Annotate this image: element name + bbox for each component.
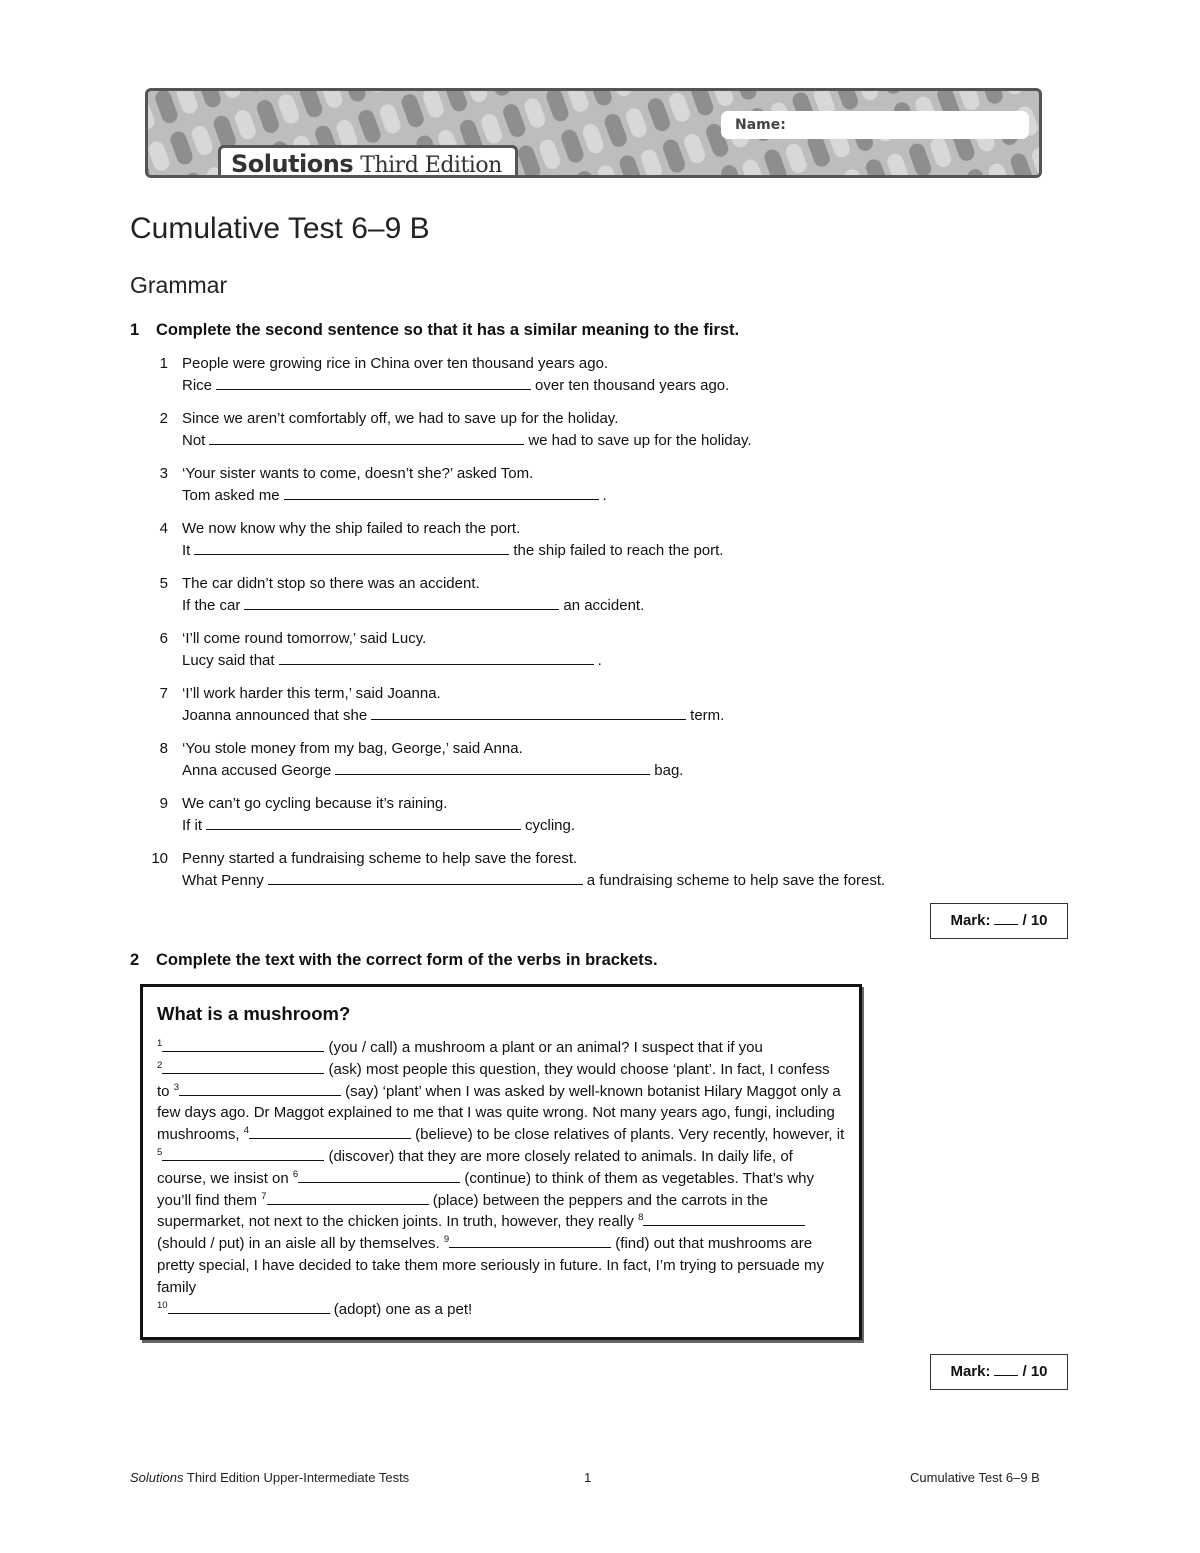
item-rewrite: If it cycling. — [182, 817, 576, 834]
footer-right: Cumulative Test 6–9 B — [910, 1470, 1040, 1485]
item-rewrite: Tom asked me . — [182, 487, 607, 504]
item-sentence: ‘I’ll come round tomorrow,’ said Lucy. — [182, 630, 427, 647]
answer-blank[interactable] — [335, 760, 650, 775]
item-sentence: Penny started a fundraising scheme to help save the forest. — [182, 850, 578, 867]
gap-5[interactable] — [162, 1147, 324, 1161]
list-item — [150, 353, 1050, 408]
list-item — [150, 408, 1050, 463]
answer-blank[interactable] — [268, 870, 583, 885]
item-sentence: We can’t go cycling because it’s raining. — [182, 795, 448, 812]
answer-blank[interactable] — [244, 595, 559, 610]
gap-7[interactable] — [267, 1191, 429, 1205]
item-rewrite: If the car an accident. — [182, 597, 645, 614]
mark-box-task-1 — [930, 903, 1068, 939]
item-rewrite: Joanna announced that she term. — [182, 707, 725, 724]
mark-blank[interactable] — [994, 912, 1018, 925]
list-item — [150, 518, 1050, 573]
item-number: 9 — [159, 795, 168, 812]
item-sentence: ‘I’ll work harder this term,’ said Joanna. — [182, 685, 441, 702]
text-title: What is a mushroom? — [157, 1003, 351, 1024]
list-item — [150, 573, 1050, 628]
answer-blank[interactable] — [216, 375, 531, 390]
item-sentence: Since we aren’t comfortably off, we had to save up for the holiday. — [182, 410, 619, 427]
reading-text-box — [140, 984, 862, 1340]
item-number: 8 — [159, 740, 168, 757]
item-number: 7 — [159, 685, 168, 702]
footer-left: Solutions Third Edition Upper-Intermediate Tests — [130, 1470, 410, 1485]
item-rewrite: What Penny a fundraising scheme to help save the forest. — [182, 872, 886, 889]
item-number: 1 — [159, 355, 168, 372]
mark-total: / 10 — [1022, 1363, 1048, 1380]
item-number: 3 — [159, 465, 168, 482]
page-number: 1 — [584, 1470, 592, 1485]
list-item — [150, 848, 1050, 903]
mark-label: Mark: — [950, 1363, 991, 1380]
gap-3[interactable] — [179, 1082, 341, 1096]
list-item — [150, 628, 1050, 683]
item-sentence: People were growing rice in China over ten thousand years ago. — [182, 355, 609, 372]
gap-8[interactable] — [643, 1212, 805, 1226]
gap-9[interactable] — [449, 1234, 611, 1248]
task-text: Complete the text with the correct form of the verbs in brackets. — [156, 951, 658, 969]
answer-blank[interactable] — [279, 650, 594, 665]
name-label: Name: — [735, 117, 786, 133]
item-number: 5 — [159, 575, 168, 592]
item-rewrite: Not we had to save up for the holiday. — [182, 432, 752, 449]
gap-2[interactable] — [162, 1060, 324, 1074]
item-sentence: ‘You stole money from my bag, George,’ said Anna. — [182, 740, 523, 757]
answer-blank[interactable] — [206, 815, 521, 830]
answer-blank[interactable] — [194, 540, 509, 555]
task-text: Complete the second sentence so that it has a similar meaning to the first. — [156, 321, 740, 339]
task-number: 2 — [130, 951, 140, 969]
item-sentence: We now know why the ship failed to reach the port. — [182, 520, 521, 537]
task-1-items — [150, 353, 1050, 903]
list-item — [150, 793, 1050, 848]
gap-fill-text: $^1$ (you / call) a mushroom a plant or an animal? I suspect that if you $^2$ (ask) most people this question, they would choose ‘plant’. In fact, I confess to $^3$ (say) ‘plant’ when I was asked by well-known botanist Hilary Maggot only a few days ago. Dr Maggot explained to me that I was quite wrong. Not many years ago, fungi, including mushrooms, $^4$ (believe) to be close relatives of plants. Very recently, however, it $^5$ (discover) that they are more closely related to animals. In daily life, of course, we insist on $^6$ (continue) to think of them as vegetables. That’s why you’ll find them $^7$ (place) between the peppers and the carrots in the supermarket, not next to the chicken joints. In truth, however, they really $^8$ (should / put) in an aisle all by themselves. $^9$ (find) out that mushrooms are pretty special, I have decided to take them more seriously in future. In fact, I’m trying to persuade my family $^{10}$ (adopt) one as a pet! — [157, 1038, 845, 1318]
task-number: 1 — [130, 321, 140, 339]
gap-4[interactable] — [249, 1125, 411, 1139]
item-number: 6 — [159, 630, 168, 647]
item-number: 2 — [159, 410, 168, 427]
list-item — [150, 683, 1050, 738]
item-rewrite: Lucy said that . — [182, 652, 602, 669]
item-rewrite: It the ship failed to reach the port. — [182, 542, 724, 559]
item-sentence: ‘Your sister wants to come, doesn’t she?’ asked Tom. — [182, 465, 534, 482]
name-field[interactable] — [721, 111, 1029, 139]
mark-label: Mark: — [950, 912, 991, 929]
item-rewrite: Anna accused George bag. — [182, 762, 684, 779]
answer-blank[interactable] — [371, 705, 686, 720]
gap-10[interactable] — [168, 1300, 330, 1314]
page-title: Cumulative Test 6–9 B — [130, 212, 430, 245]
brand-logo — [218, 145, 518, 178]
task-2-instruction — [130, 951, 658, 970]
gap-1[interactable] — [162, 1038, 324, 1052]
item-number: 10 — [151, 850, 168, 867]
item-rewrite: Rice over ten thousand years ago. — [182, 377, 730, 394]
mark-blank[interactable] — [994, 1363, 1018, 1376]
mark-total: / 10 — [1022, 912, 1048, 929]
gap-6[interactable] — [298, 1169, 460, 1183]
task-1-instruction — [130, 321, 739, 340]
header-banner — [145, 88, 1042, 178]
answer-blank[interactable] — [209, 430, 524, 445]
brand-rest: Third Edition — [360, 153, 502, 178]
item-sentence: The car didn’t stop so there was an accident. — [182, 575, 480, 592]
brand-bold: Solutions — [231, 150, 354, 178]
mark-box-task-2 — [930, 1354, 1068, 1390]
list-item — [150, 463, 1050, 518]
list-item — [150, 738, 1050, 793]
section-title: Grammar — [130, 272, 228, 298]
item-number: 4 — [159, 520, 168, 537]
answer-blank[interactable] — [284, 485, 599, 500]
